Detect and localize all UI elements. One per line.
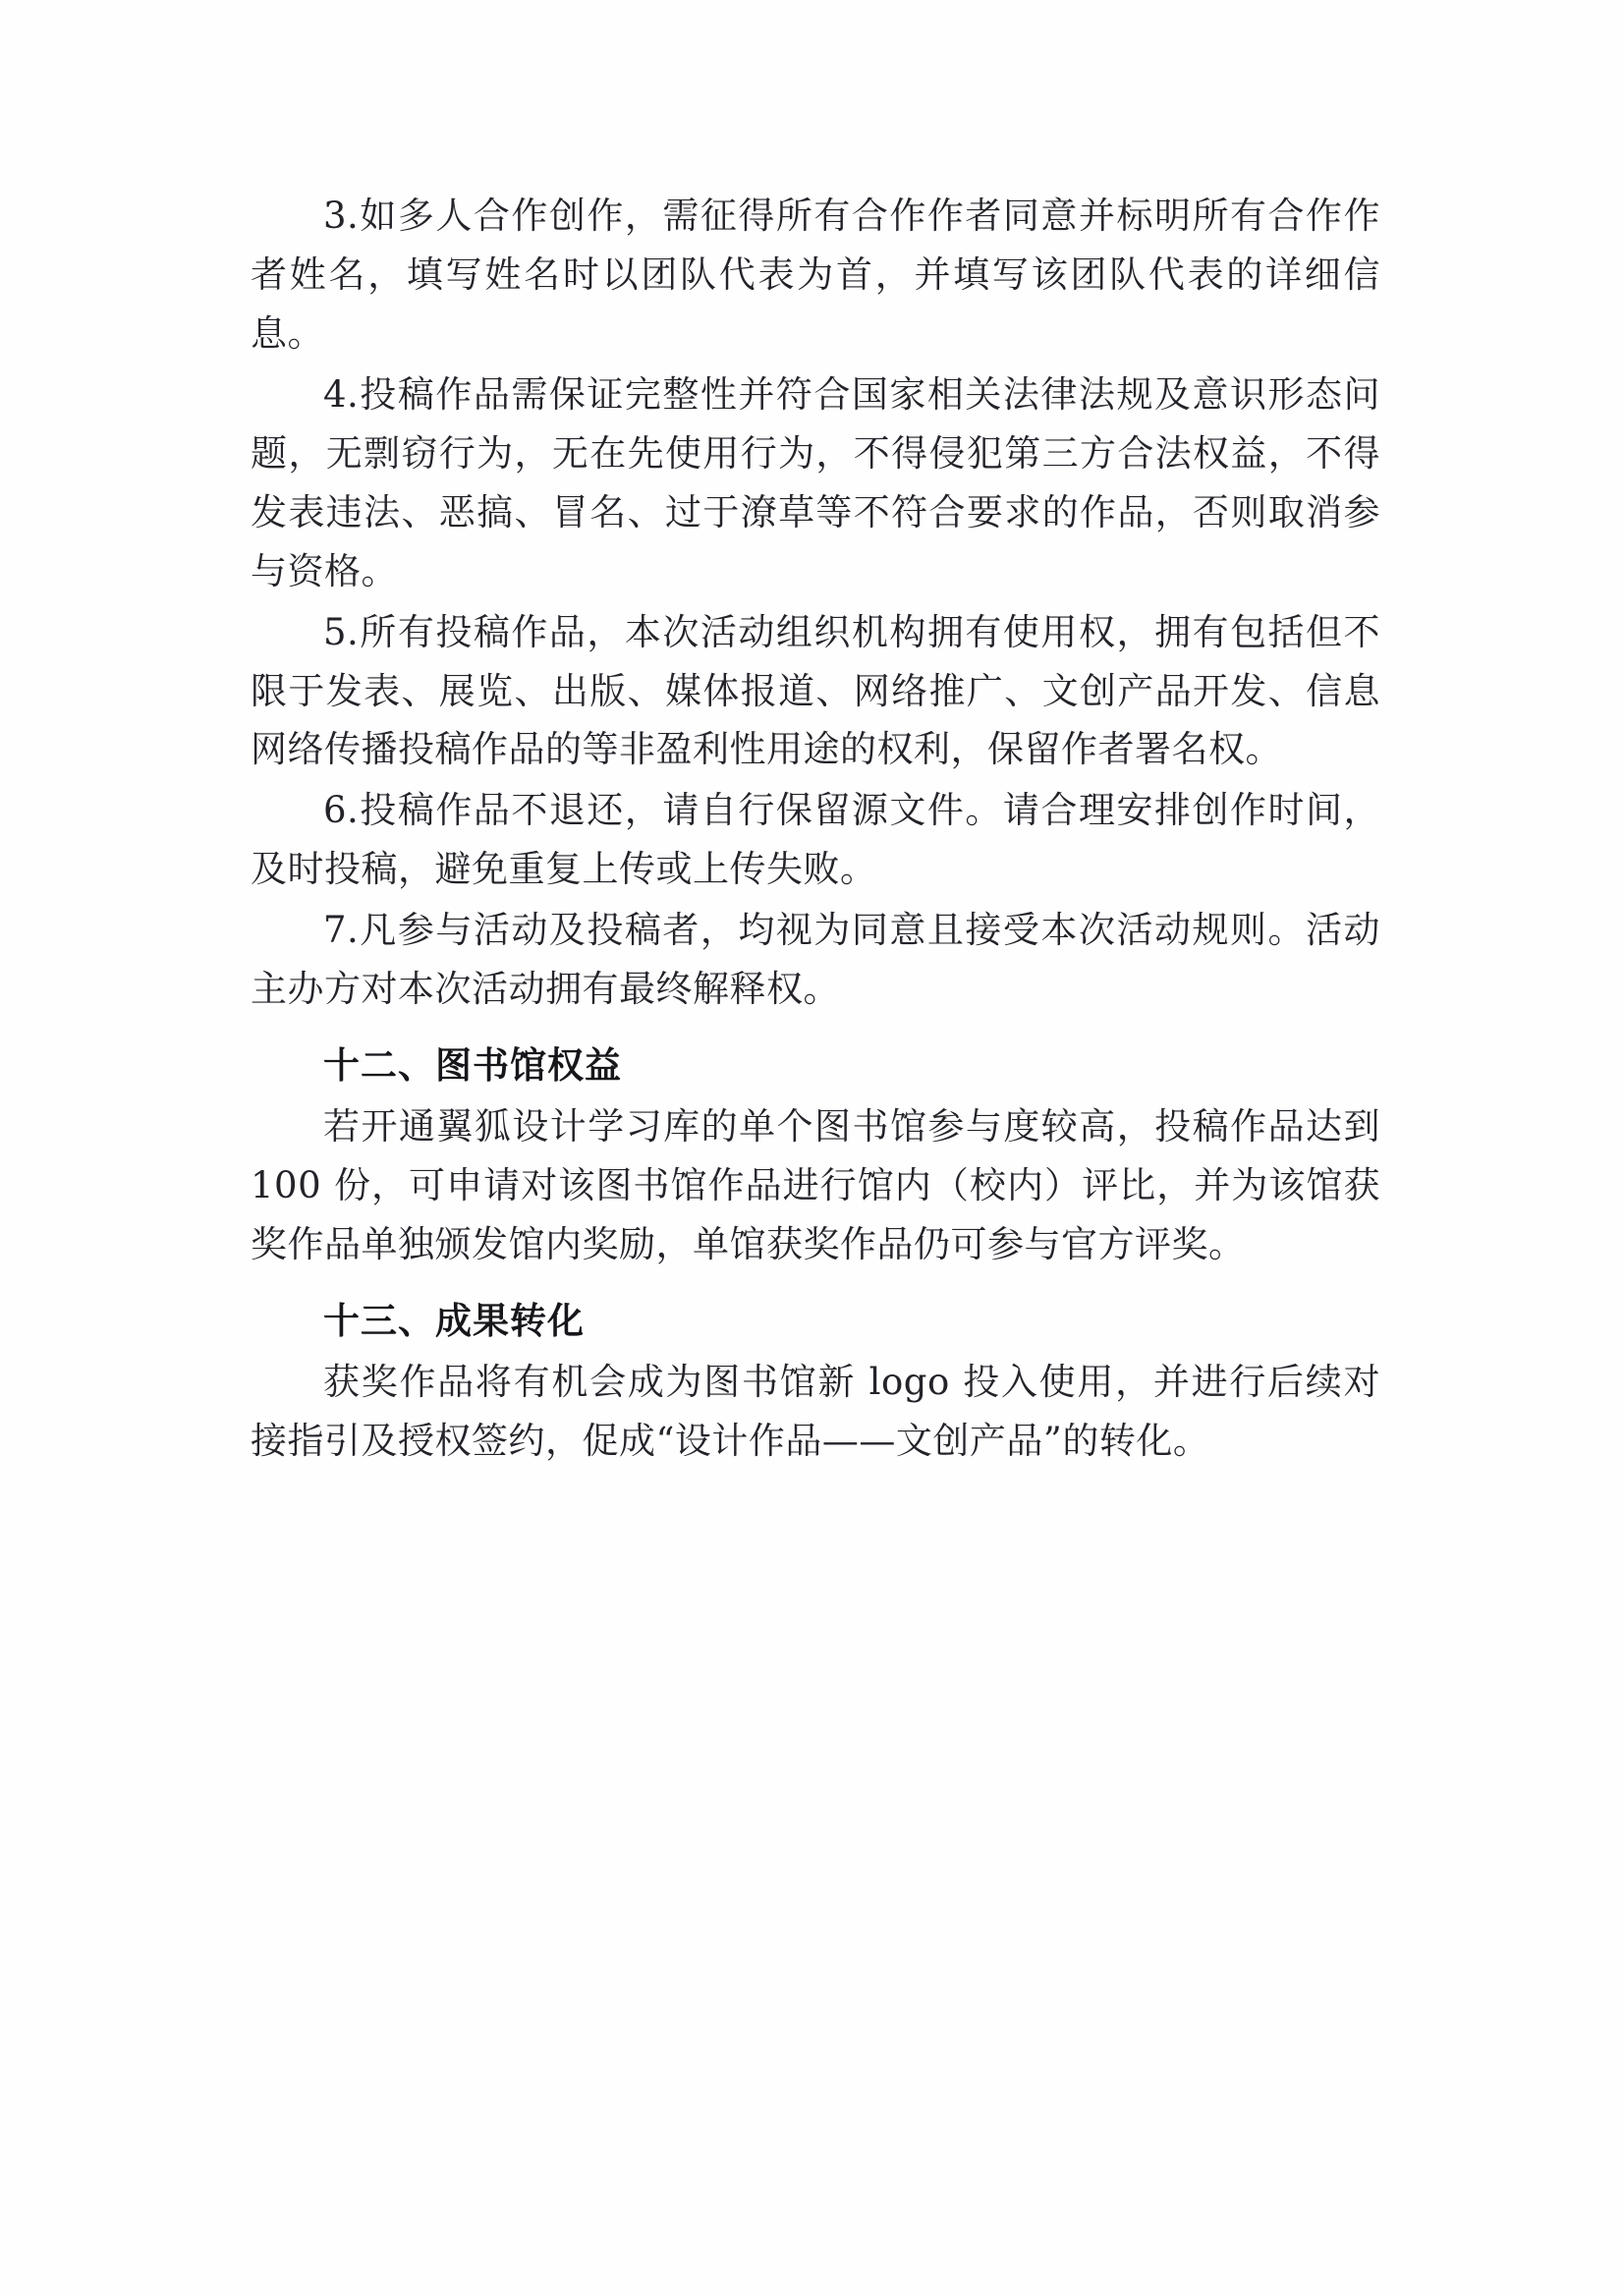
- paragraph-rule-6: 6.投稿作品不退还，请自行保留源文件。请合理安排创作时间，及时投稿，避免重复上传或上传失败。: [251, 789, 1380, 891]
- paragraph-rule-3: 3.如多人合作创作，需征得所有合作作者同意并标明所有合作作者姓名，填写姓名时以团队代表为首，并填写该团队代表的详细信息。: [251, 195, 1380, 355]
- section-body-library-rights: 若开通翼狐设计学习库的单个图书馆参与度较高，投稿作品达到 100 份，可申请对该图书馆作品进行馆内（校内）评比，并为该馆获奖作品单独颁发馆内奖励，单馆获奖作品仍可参与官方评奖。: [251, 1105, 1380, 1265]
- paragraph-rule-5: 5.所有投稿作品，本次活动组织机构拥有使用权，拥有包括但不限于发表、展览、出版、媒体报道、网络推广、文创产品开发、信息网络传播投稿作品的等非盈利性用途的权利，保留作者署名权。: [251, 610, 1380, 771]
- section-body-achievement-transformation: 获奖作品将有机会成为图书馆新 logo 投入使用，并进行后续对接指引及授权签约，促成“设计作品——文创产品”的转化。: [251, 1360, 1380, 1462]
- paragraph-rule-4: 4.投稿作品需保证完整性并符合国家相关法律法规及意识形态问题，无剽窃行为，无在先使用行为，不得侵犯第三方合法权益，不得发表违法、恶搞、冒名、过于潦草等不符合要求的作品，否则取消参与资格。: [251, 372, 1380, 592]
- section-heading-achievement-transformation: 十三、成果转化: [323, 1299, 585, 1342]
- paragraph-rule-7: 7.凡参与活动及投稿者，均视为同意且接受本次活动规则。活动主办方对本次活动拥有最终解释权。: [251, 909, 1380, 1011]
- section-heading-library-rights: 十二、图书馆权益: [323, 1044, 622, 1088]
- page-content: [251, 187, 1380, 1471]
